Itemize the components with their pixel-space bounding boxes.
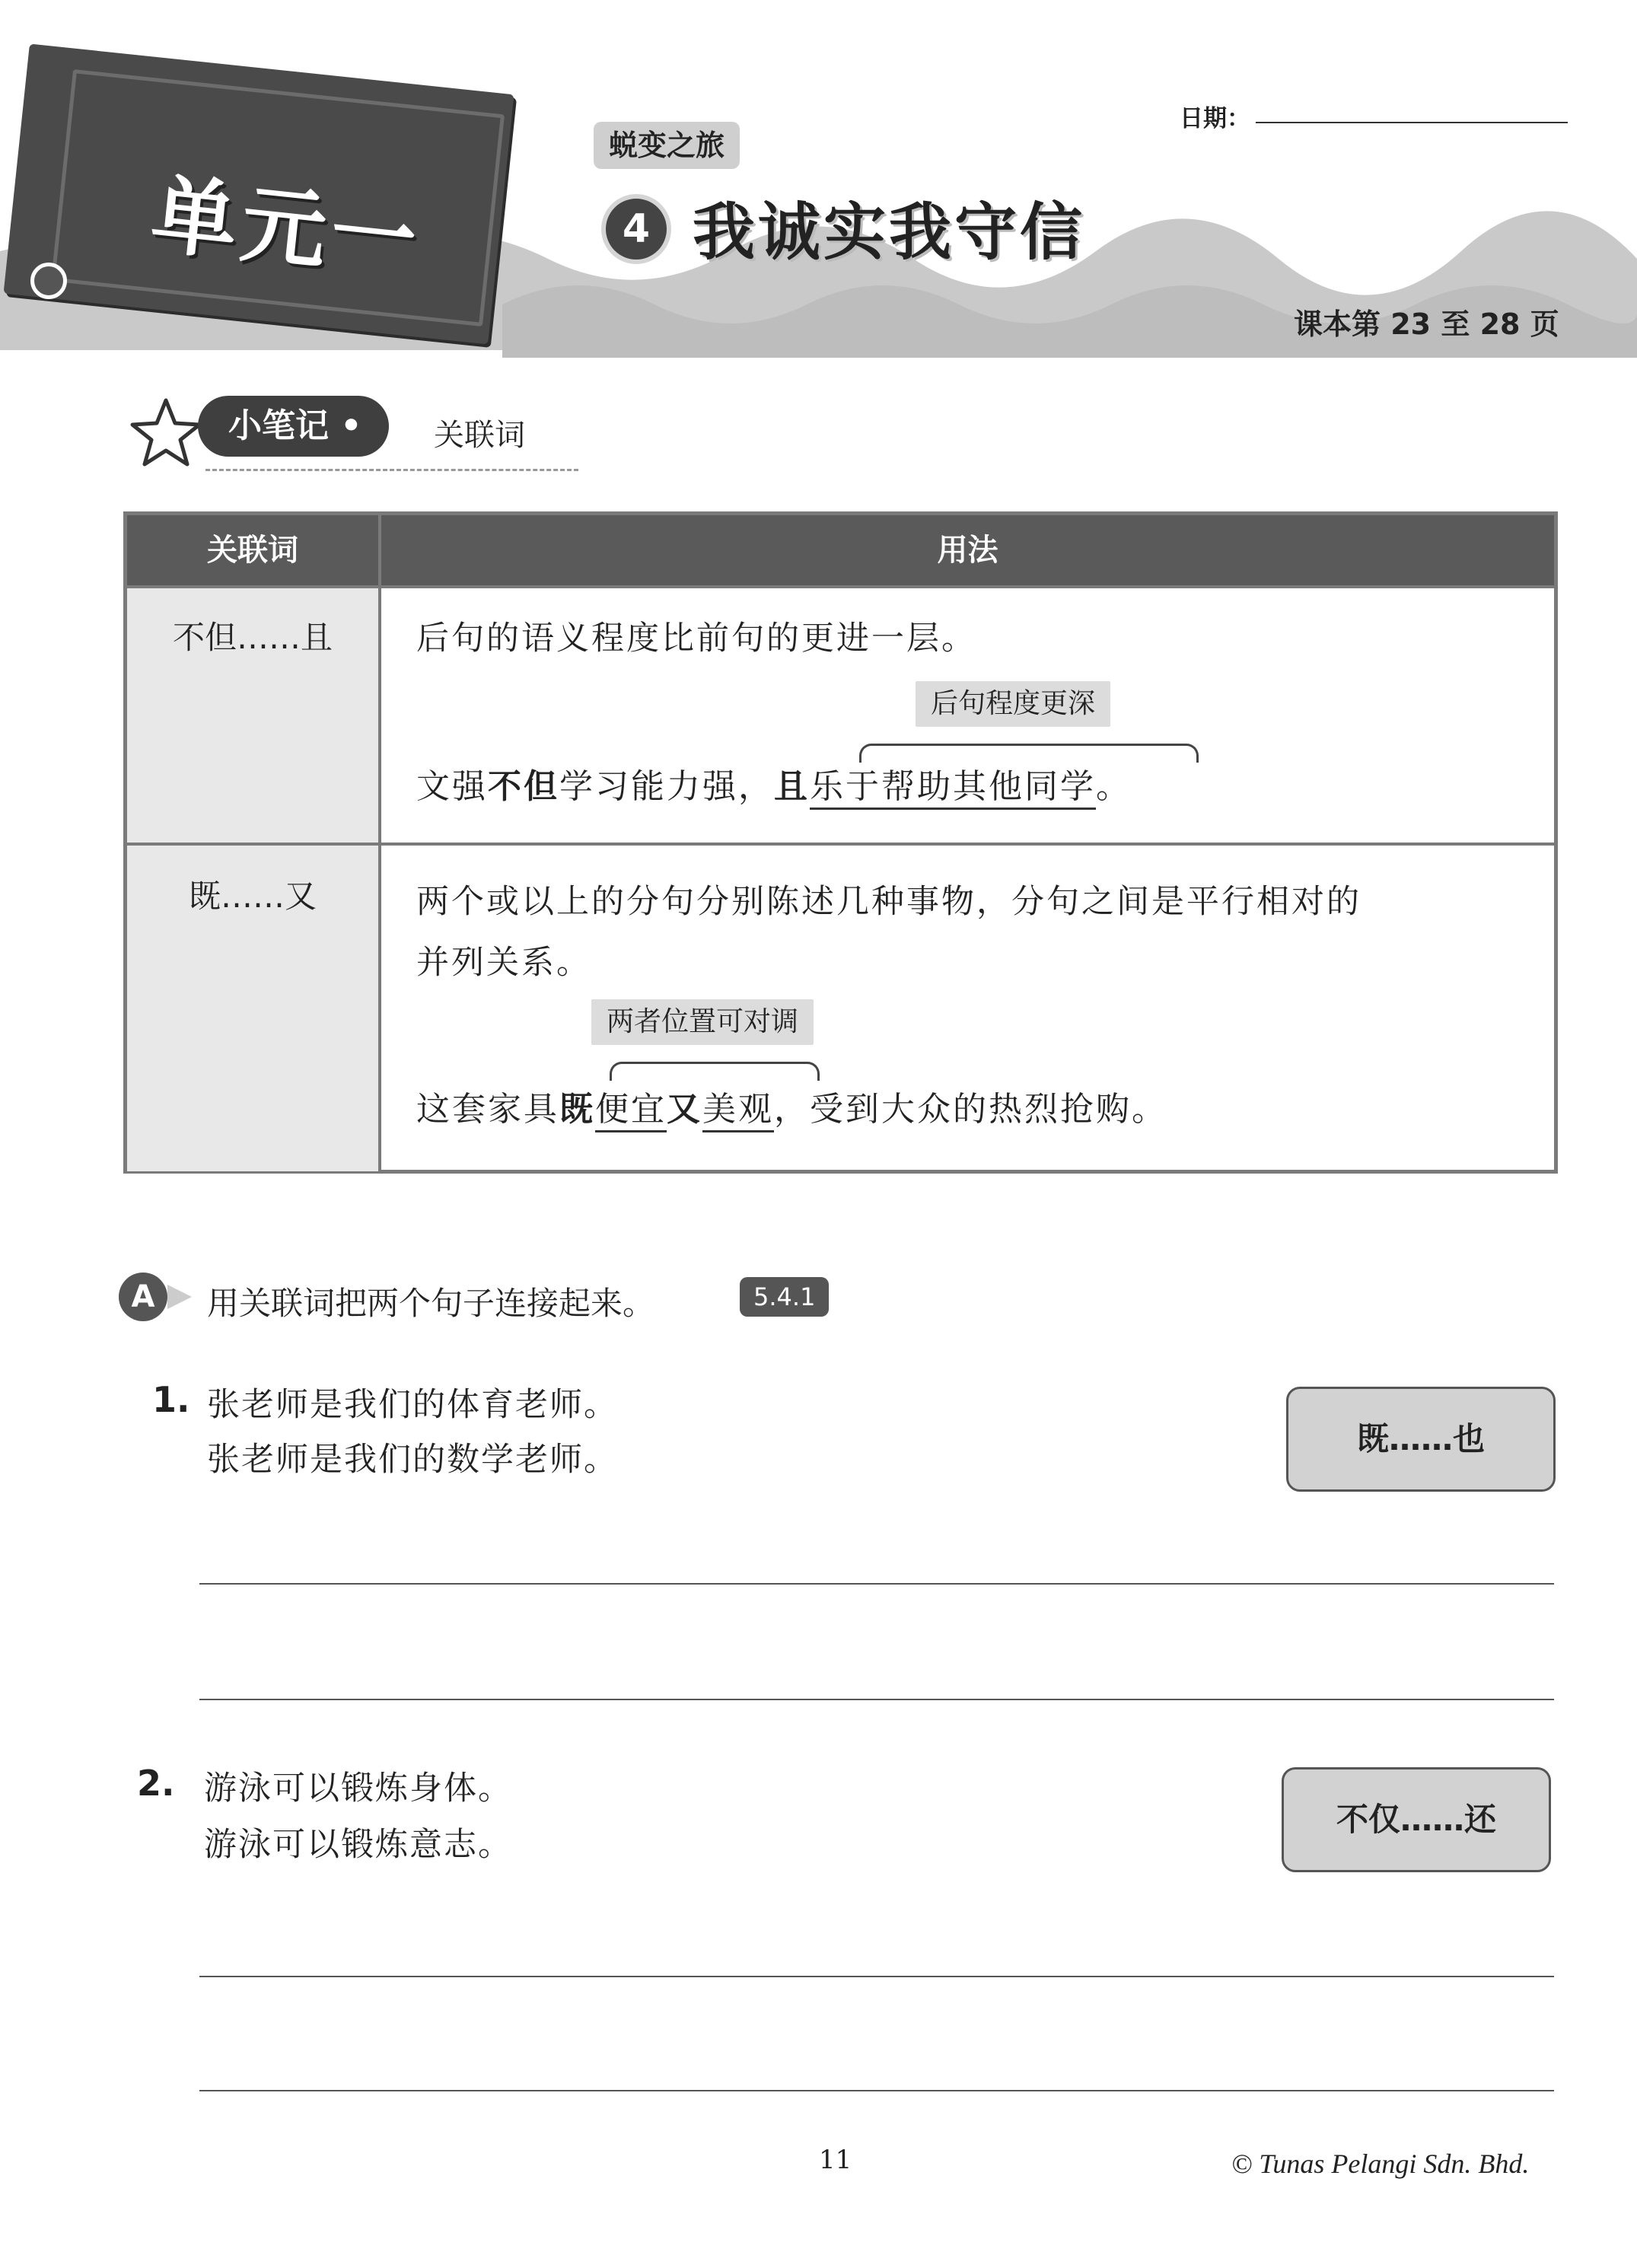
table-row-divider bbox=[127, 585, 1554, 588]
date-label: 日期： bbox=[1180, 105, 1250, 132]
usage-callout: 后句程度更深 bbox=[916, 681, 1110, 727]
section-a-code: 5.4.1 bbox=[740, 1277, 829, 1317]
table-row-usage: 两个或以上的分句分别陈述几种事物，分句之间是平行相对的 并列关系。 bbox=[416, 883, 1362, 982]
unit-title: 单元一 bbox=[147, 164, 425, 292]
question-number: 2. bbox=[137, 1763, 175, 1804]
section-a-instruction: 用关联词把两个句子连接起来。 bbox=[207, 1285, 655, 1322]
section-a-badge: A bbox=[119, 1273, 167, 1321]
date-input-line[interactable] bbox=[1256, 122, 1568, 123]
conjunction-box: 不仅……还 bbox=[1282, 1767, 1551, 1872]
lesson-title: 我诚实我守信 bbox=[693, 196, 1086, 269]
notes-table bbox=[123, 511, 1558, 1174]
question-number: 1. bbox=[152, 1379, 190, 1420]
conjunction-box: 既……也 bbox=[1286, 1387, 1556, 1492]
answer-line[interactable] bbox=[199, 1699, 1554, 1700]
star-icon bbox=[128, 396, 204, 469]
notes-topic: 关联词 bbox=[434, 418, 525, 453]
lesson-number-badge: 4 bbox=[601, 194, 671, 264]
table-row-term: 不但……且 bbox=[172, 619, 333, 656]
question-sentence: 张老师是我们的数学老师。 bbox=[207, 1441, 618, 1479]
answer-line[interactable] bbox=[199, 2090, 1554, 2091]
answer-line[interactable] bbox=[199, 1976, 1554, 1977]
table-row-usage: 后句的语义程度比前句的更进一层。 bbox=[416, 620, 976, 658]
table-row-example: 这套家具既便宜又美观，受到大众的热烈抢购。 bbox=[416, 1081, 1167, 1130]
arrow-icon bbox=[164, 1282, 195, 1312]
question-sentence: 游泳可以锻炼身体。 bbox=[204, 1769, 512, 1808]
table-row-divider bbox=[127, 843, 1554, 846]
notes-badge: 小笔记 • bbox=[198, 396, 389, 457]
notes-underline bbox=[205, 469, 578, 471]
tag-hole bbox=[30, 263, 67, 299]
copyright: © Tunas Pelangi Sdn. Bhd. bbox=[1231, 2149, 1530, 2179]
series-label: 蜕变之旅 bbox=[594, 122, 740, 169]
question-sentence: 张老师是我们的体育老师。 bbox=[207, 1386, 618, 1424]
table-row-term: 既……又 bbox=[188, 878, 317, 915]
table-row-example: 文强不但学习能力强，且乐于帮助其他同学。 bbox=[416, 759, 1132, 807]
table-header-usage: 用法 bbox=[381, 515, 1554, 585]
answer-line[interactable] bbox=[199, 1583, 1554, 1585]
question-sentence: 游泳可以锻炼意志。 bbox=[204, 1826, 512, 1864]
page-number: 11 bbox=[819, 2145, 852, 2175]
usage-callout: 两者位置可对调 bbox=[591, 999, 814, 1045]
textbook-pages: 课本第 23 至 28 页 bbox=[1294, 307, 1559, 341]
brace-marker bbox=[610, 1062, 820, 1081]
table-header-term: 关联词 bbox=[127, 515, 378, 585]
